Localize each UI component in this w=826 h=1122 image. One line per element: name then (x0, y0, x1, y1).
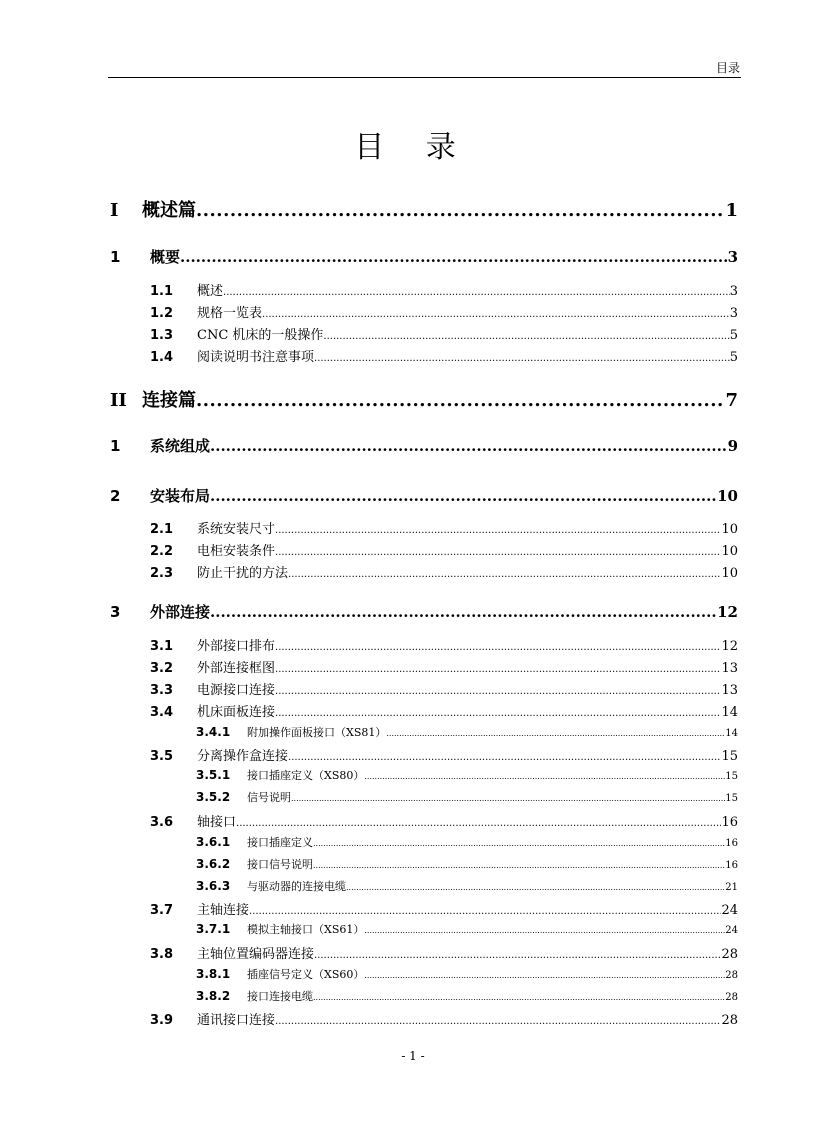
toc-entry-page: 16 (725, 860, 738, 871)
toc-entry-sub[interactable] (196, 966, 738, 984)
toc-entry-number: 3.2 (150, 661, 174, 676)
toc-entry-page: 28 (725, 992, 738, 1003)
toc-entry-number: 3.8.2 (196, 989, 231, 1003)
toc-entry-page: 24 (721, 903, 738, 918)
toc-entry-number: 3.6.2 (196, 857, 231, 871)
toc-entry-number: 3.6.1 (196, 835, 231, 849)
toc-entry-number: 2 (110, 487, 121, 505)
toc-entry-section[interactable] (150, 302, 738, 322)
toc-entry-label: 防止干扰的方法 (197, 566, 289, 581)
toc-dot-leader (275, 547, 721, 558)
toc-entry-sub[interactable] (196, 767, 738, 785)
toc-entry-page: 9 (727, 437, 738, 455)
toc-entry-sub[interactable] (196, 834, 738, 852)
toc-entry-section[interactable] (150, 280, 738, 300)
toc-entry-label: 主轴位置编码器连接 (197, 947, 315, 962)
toc-dot-leader (275, 664, 721, 675)
toc-entry-label: 与驱动器的连接电缆 (247, 880, 346, 893)
toc-entry-number: 3.5.1 (196, 768, 231, 782)
toc-entry-label: 分离操作盒连接 (197, 749, 289, 764)
toc-entry-label: 阅读说明书注意事项 (197, 350, 315, 365)
toc-entry-number: 3.8.1 (196, 967, 231, 981)
toc-entry-label: 接口插座定义 (247, 836, 313, 849)
toc-entry-sub[interactable] (196, 856, 738, 874)
toc-entry-page: 12 (717, 603, 738, 621)
toc-entry-section[interactable] (150, 745, 738, 765)
toc-entry-sub[interactable] (196, 789, 738, 807)
toc-entry-sub[interactable] (196, 921, 738, 939)
toc-dot-leader (314, 353, 730, 364)
toc-dot-leader (210, 487, 717, 505)
toc-dot-leader (313, 861, 725, 870)
toc-entry-page: 24 (725, 925, 738, 936)
toc-entry-number: 3.1 (150, 639, 174, 654)
toc-entry-page: 28 (725, 970, 738, 981)
toc-entry-page: 1 (725, 200, 738, 221)
toc-entry-number: 2.3 (150, 566, 174, 581)
toc-entry-label: 附加操作面板接口（XS81） (247, 726, 387, 739)
toc-entry-number: 1 (110, 437, 121, 455)
toc-dot-leader (180, 248, 728, 266)
toc-dot-leader (275, 642, 721, 653)
toc-entry-page: 15 (725, 771, 738, 782)
toc-entry-section[interactable] (150, 899, 738, 919)
toc-entry-chapter[interactable] (110, 485, 738, 507)
toc-entry-number: 1 (110, 248, 121, 266)
toc-entry-label: 规格一览表 (197, 306, 263, 321)
toc-entry-label: 信号说明 (247, 791, 291, 804)
toc-entry-page: 21 (725, 882, 738, 893)
toc-entry-sub[interactable] (196, 724, 738, 742)
toc-entry-label: 概要 (150, 248, 181, 266)
toc-entry-sub[interactable] (196, 988, 738, 1006)
toc-entry-page: 3 (727, 248, 738, 266)
running-header: 目录 (715, 61, 740, 75)
toc-dot-leader (364, 926, 725, 935)
toc-entry-number: II (110, 390, 127, 411)
toc-entry-number: 3.3 (150, 683, 174, 698)
toc-dot-leader (288, 569, 721, 580)
toc-dot-leader (386, 729, 725, 738)
toc-entry-number: 3.6.3 (196, 879, 231, 893)
toc-entry-label: 电柜安装条件 (197, 544, 276, 559)
toc-dot-leader (346, 883, 725, 892)
toc-entry-number: 1.3 (150, 328, 174, 343)
toc-entry-section[interactable] (150, 701, 738, 721)
toc-entry-page: 7 (725, 390, 738, 411)
toc-entry-number: 1.4 (150, 350, 174, 365)
toc-entry-number: 3.9 (150, 1013, 174, 1028)
toc-entry-label: 概述篇 (142, 200, 196, 221)
toc-entry-label: 外部接口排布 (197, 639, 276, 654)
toc-entry-page: 14 (721, 705, 738, 720)
toc-entry-label: 接口插座定义（XS80） (247, 769, 365, 782)
toc-entry-label: 概述 (197, 284, 224, 299)
toc-entry-page: 13 (721, 661, 738, 676)
toc-entry-page: 15 (725, 793, 738, 804)
page-title: 目 录 (354, 130, 472, 165)
toc-entry-page: 16 (725, 838, 738, 849)
toc-dot-leader (291, 794, 725, 803)
toc-dot-leader (249, 906, 721, 917)
toc-entry-section[interactable] (150, 943, 738, 963)
toc-entry-page: 5 (729, 350, 738, 365)
toc-entry-label: 安装布局 (150, 487, 211, 505)
toc-dot-leader (275, 1016, 721, 1027)
toc-entry-number: 3 (110, 603, 121, 621)
toc-entry-section[interactable] (150, 1009, 738, 1029)
toc-entry-label: 外部连接 (150, 603, 211, 621)
toc-entry-number: 3.4.1 (196, 725, 231, 739)
toc-entry-part[interactable] (110, 196, 738, 222)
toc-entry-number: 3.7 (150, 903, 174, 918)
toc-entry-number: I (110, 200, 119, 221)
toc-dot-leader (262, 309, 730, 320)
toc-entry-page: 13 (721, 683, 738, 698)
toc-dot-leader (275, 686, 721, 697)
toc-entry-page: 12 (721, 639, 738, 654)
toc-dot-leader (323, 331, 729, 342)
toc-dot-leader (275, 525, 721, 536)
toc-entry-section[interactable] (150, 657, 738, 677)
toc-entry-page: 14 (725, 728, 738, 739)
toc-entry-section[interactable] (150, 811, 738, 831)
toc-entry-label: 接口信号说明 (247, 858, 313, 871)
toc-entry-page: 5 (729, 328, 738, 343)
toc-entry-label: 主轴连接 (197, 903, 250, 918)
toc-entry-page: 10 (721, 522, 738, 537)
toc-entry-label: CNC 机床的一般操作 (197, 328, 324, 343)
toc-entry-page: 16 (721, 815, 738, 830)
toc-entry-section[interactable] (150, 635, 738, 655)
toc-dot-leader (210, 437, 728, 455)
toc-entry-label: 系统组成 (150, 437, 211, 455)
toc-entry-number: 3.8 (150, 947, 174, 962)
toc-entry-page: 15 (721, 749, 738, 764)
toc-entry-page: 10 (721, 566, 738, 581)
toc-entry-chapter[interactable] (110, 601, 738, 623)
toc-entry-page: 28 (721, 1013, 738, 1028)
toc-entry-label: 电源接口连接 (197, 683, 276, 698)
toc-entry-label: 系统安装尺寸 (197, 522, 276, 537)
toc-entry-label: 插座信号定义（XS60） (247, 968, 365, 981)
toc-entry-label: 接口连接电缆 (247, 990, 313, 1003)
toc-entry-section[interactable] (150, 346, 738, 366)
toc-dot-leader (314, 950, 721, 961)
toc-entry-number: 3.6 (150, 815, 174, 830)
toc-entry-chapter[interactable] (110, 246, 738, 268)
toc-dot-leader (196, 390, 725, 411)
toc-dot-leader (313, 839, 725, 848)
toc-entry-section[interactable] (150, 540, 738, 560)
toc-dot-leader (196, 200, 725, 221)
toc-entry-section[interactable] (150, 518, 738, 538)
toc-entry-label: 通讯接口连接 (197, 1013, 276, 1028)
toc-entry-label: 外部连接框图 (197, 661, 276, 676)
toc-dot-leader (210, 603, 717, 621)
toc-entry-page: 10 (721, 544, 738, 559)
toc-entry-number: 2.1 (150, 522, 174, 537)
toc-dot-leader (288, 752, 721, 763)
toc-dot-leader (364, 971, 725, 980)
toc-dot-leader (313, 993, 725, 1002)
toc-entry-page: 3 (729, 284, 738, 299)
toc-dot-leader (364, 772, 725, 781)
toc-dot-leader (236, 818, 721, 829)
toc-entry-label: 轴接口 (197, 815, 237, 830)
page-number: - 1 - (401, 1049, 425, 1063)
toc-entry-page: 28 (721, 947, 738, 962)
toc-entry-number: 1.2 (150, 306, 174, 321)
toc-entry-number: 2.2 (150, 544, 174, 559)
toc-entry-sub[interactable] (196, 878, 738, 896)
toc-entry-label: 连接篇 (142, 390, 196, 411)
toc-dot-leader (223, 287, 730, 298)
toc-entry-label: 模拟主轴接口（XS61） (247, 923, 365, 936)
toc-entry-number: 3.4 (150, 705, 174, 720)
toc-entry-page: 3 (729, 306, 738, 321)
toc-entry-section[interactable] (150, 324, 738, 344)
toc-entry-label: 机床面板连接 (197, 705, 276, 720)
toc-entry-number: 3.5.2 (196, 790, 231, 804)
toc-entry-section[interactable] (150, 679, 738, 699)
toc-entry-number: 3.5 (150, 749, 174, 764)
toc-entry-number: 3.7.1 (196, 922, 231, 936)
toc-entry-part[interactable] (110, 386, 738, 412)
toc-entry-page: 10 (717, 487, 738, 505)
toc-entry-chapter[interactable] (110, 435, 738, 457)
toc-entry-section[interactable] (150, 562, 738, 582)
toc-entry-number: 1.1 (150, 284, 174, 299)
toc-dot-leader (275, 708, 721, 719)
